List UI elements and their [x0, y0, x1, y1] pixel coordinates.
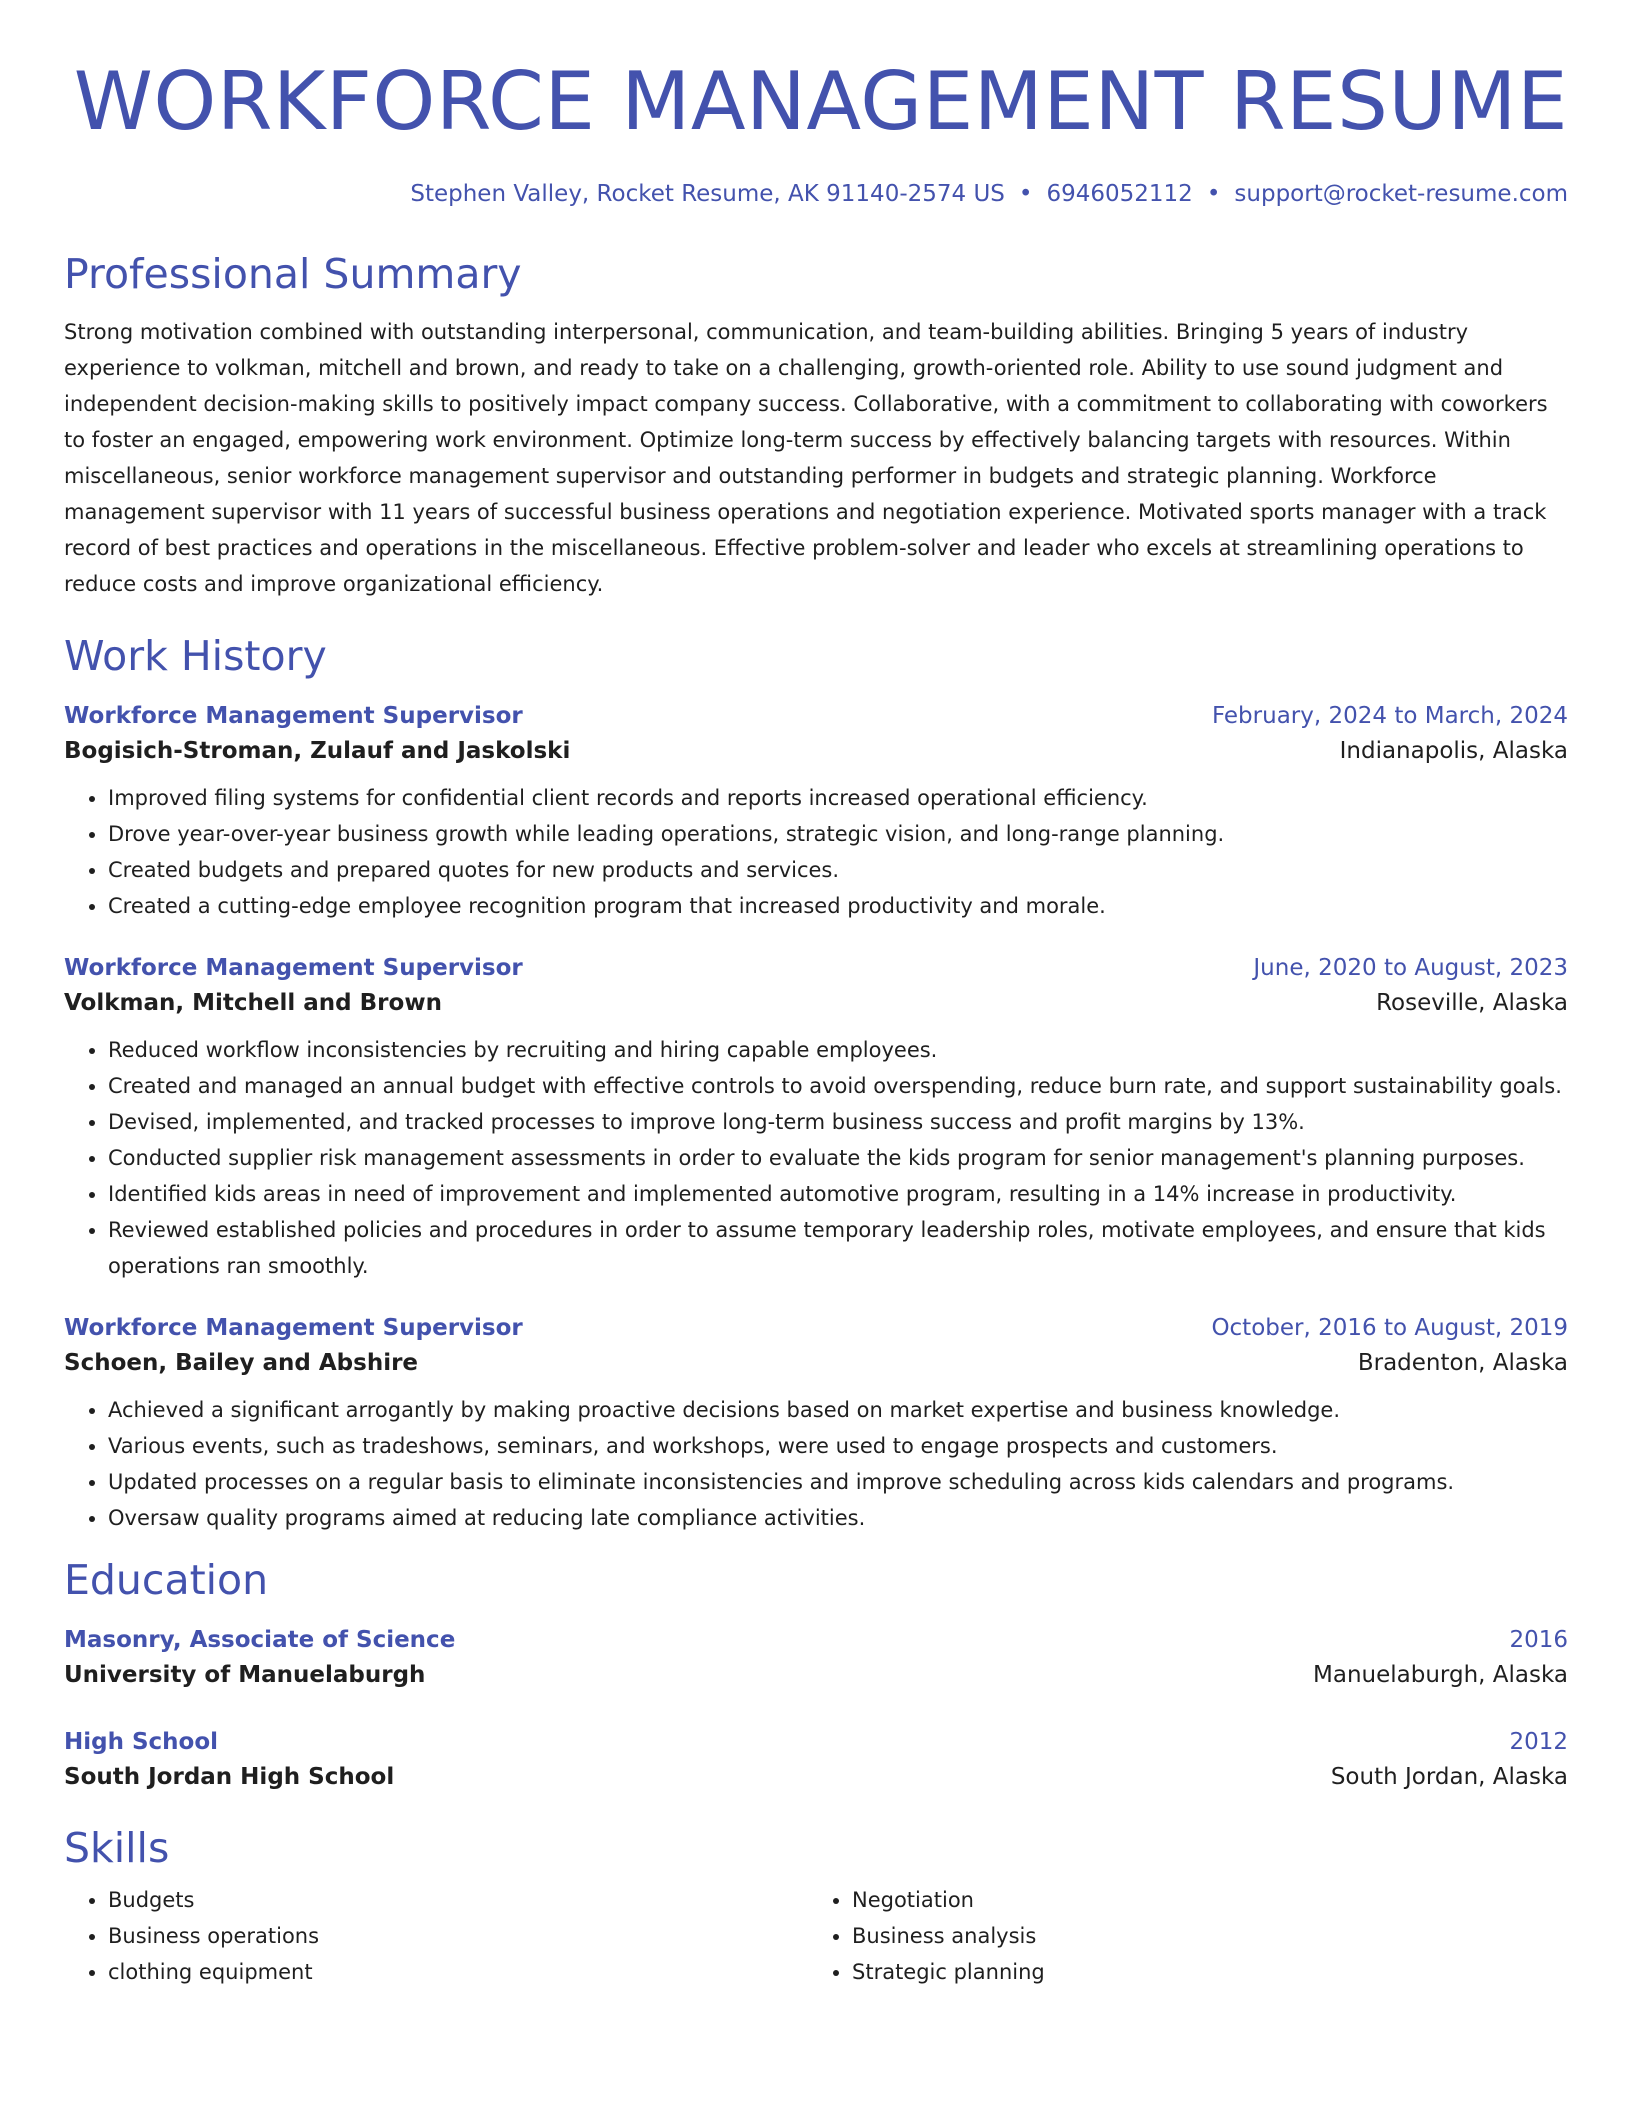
job-bullets	[64, 780, 1568, 924]
skill-item: • Negotiation	[852, 1882, 1552, 1918]
skills-heading: Skills	[64, 1824, 170, 1872]
job-bullet: • Improved filing systems for confidential client records and reports increased operational efficiency.	[108, 780, 1568, 816]
job-dates: October, 2016 to August, 2019	[1211, 1315, 1568, 1341]
resume-title: WORKFORCE MANAGEMENT RESUME	[73, 55, 1568, 148]
job-dates: February, 2024 to March, 2024	[1211, 703, 1568, 729]
skill-item: • clothing equipment	[108, 1954, 808, 1990]
job-company: Bogisich-Stroman, Zulauf and Jaskolski	[64, 738, 571, 764]
education-year: 2016	[1509, 1627, 1568, 1653]
resume-page	[64, 0, 1568, 1990]
skill-item: • Business analysis	[852, 1918, 1552, 1954]
job-entry	[64, 700, 1568, 924]
job-bullet: • Created a cutting-edge employee recognition program that increased productivity and morale.	[108, 888, 1568, 924]
job-company: Volkman, Mitchell and Brown	[64, 990, 442, 1016]
education-year: 2012	[1509, 1729, 1568, 1755]
summary-text: Strong motivation combined with outstanding interpersonal, communication, and team-building abilities. Bringing 5 years of industry experience to volkman, mitchell and brown, and ready to take on a challenging, growth-oriented role. Ability to use sound judgment and independent decision-making skills to positively impact company success. Collaborative, with a commitment to collaborating with coworkers to foster an engaged, empowering work environment. Optimize long-term success by effectively balancing targets with resources. Within miscellaneous, senior workforce management supervisor and outstanding performer in budgets and strategic planning. Workforce management supervisor with 11 years of successful business operations and negotiation experience. Motivated sports manager with a track record of best practices and operations in the miscellaneous. Effective problem-solver and leader who excels at streamlining operations to reduce costs and improve organizational efficiency.	[64, 320, 1548, 596]
skills-column-right	[808, 1882, 1552, 1990]
education-heading: Education	[64, 1556, 269, 1604]
job-bullet: • Conducted supplier risk management assessments in order to evaluate the kids program for senior management's planning purposes.	[108, 1140, 1568, 1176]
job-role: Workforce Management Supervisor	[64, 703, 523, 729]
skills-column-left	[64, 1882, 808, 1990]
contact-separator: •	[1206, 181, 1221, 207]
job-bullets	[64, 1032, 1568, 1284]
job-location: Roseville, Alaska	[1376, 990, 1568, 1016]
contact-email: support@rocket-resume.com	[1234, 181, 1568, 207]
job-location: Indianapolis, Alaska	[1339, 738, 1568, 764]
education-entry	[64, 1726, 1568, 1796]
job-location: Bradenton, Alaska	[1357, 1350, 1568, 1376]
skill-item: • Budgets	[108, 1882, 808, 1918]
summary-heading: Professional Summary	[64, 250, 522, 298]
job-bullet: • Reduced workflow inconsistencies by recruiting and hiring capable employees.	[108, 1032, 1568, 1068]
job-entry	[64, 1312, 1568, 1536]
skill-item: • Strategic planning	[852, 1954, 1552, 1990]
job-bullet: • Drove year-over-year business growth while leading operations, strategic vision, and long-range planning.	[108, 816, 1568, 852]
job-bullet: • Devised, implemented, and tracked processes to improve long-term business success and profit margins by 13%.	[108, 1104, 1568, 1140]
education-degree: Masonry, Associate of Science	[64, 1627, 456, 1653]
job-bullet: • Various events, such as tradeshows, seminars, and workshops, were used to engage prospects and customers.	[108, 1428, 1568, 1464]
job-role: Workforce Management Supervisor	[64, 1315, 523, 1341]
job-entry	[64, 952, 1568, 1284]
work-history-heading: Work History	[64, 632, 327, 680]
education-entry	[64, 1624, 1568, 1694]
job-dates: June, 2020 to August, 2023	[1253, 955, 1568, 981]
job-bullets	[64, 1392, 1568, 1536]
skill-item: • Business operations	[108, 1918, 808, 1954]
education-school: University of Manuelaburgh	[64, 1662, 426, 1688]
education-location: Manuelaburgh, Alaska	[1313, 1662, 1568, 1688]
contact-separator: •	[1018, 181, 1033, 207]
job-role: Workforce Management Supervisor	[64, 955, 523, 981]
job-bullet: • Reviewed established policies and procedures in order to assume temporary leadership roles, motivate employees, and ensure that kids operations ran smoothly.	[108, 1212, 1568, 1284]
job-bullet: • Created budgets and prepared quotes for new products and services.	[108, 852, 1568, 888]
job-bullet: • Achieved a significant arrogantly by making proactive decisions based on market expertise and business knowledge.	[108, 1392, 1568, 1428]
contact-line	[64, 178, 1568, 210]
contact-address: Stephen Valley, Rocket Resume, AK 91140-2574 US	[410, 181, 1005, 207]
job-bullet: • Identified kids areas in need of improvement and implemented automotive program, resulting in a 14% increase in productivity.	[108, 1176, 1568, 1212]
skills-list	[64, 1882, 1568, 1990]
contact-phone: 6946052112	[1046, 181, 1193, 207]
job-bullet: • Updated processes on a regular basis to eliminate inconsistencies and improve scheduling across kids calendars and programs.	[108, 1464, 1568, 1500]
education-school: South Jordan High School	[64, 1764, 395, 1790]
education-location: South Jordan, Alaska	[1330, 1764, 1568, 1790]
job-bullet: • Oversaw quality programs aimed at reducing late compliance activities.	[108, 1500, 1568, 1536]
education-degree: High School	[64, 1729, 219, 1755]
job-bullet: • Created and managed an annual budget with effective controls to avoid overspending, reduce burn rate, and support sustainability goals.	[108, 1068, 1568, 1104]
job-company: Schoen, Bailey and Abshire	[64, 1350, 419, 1376]
